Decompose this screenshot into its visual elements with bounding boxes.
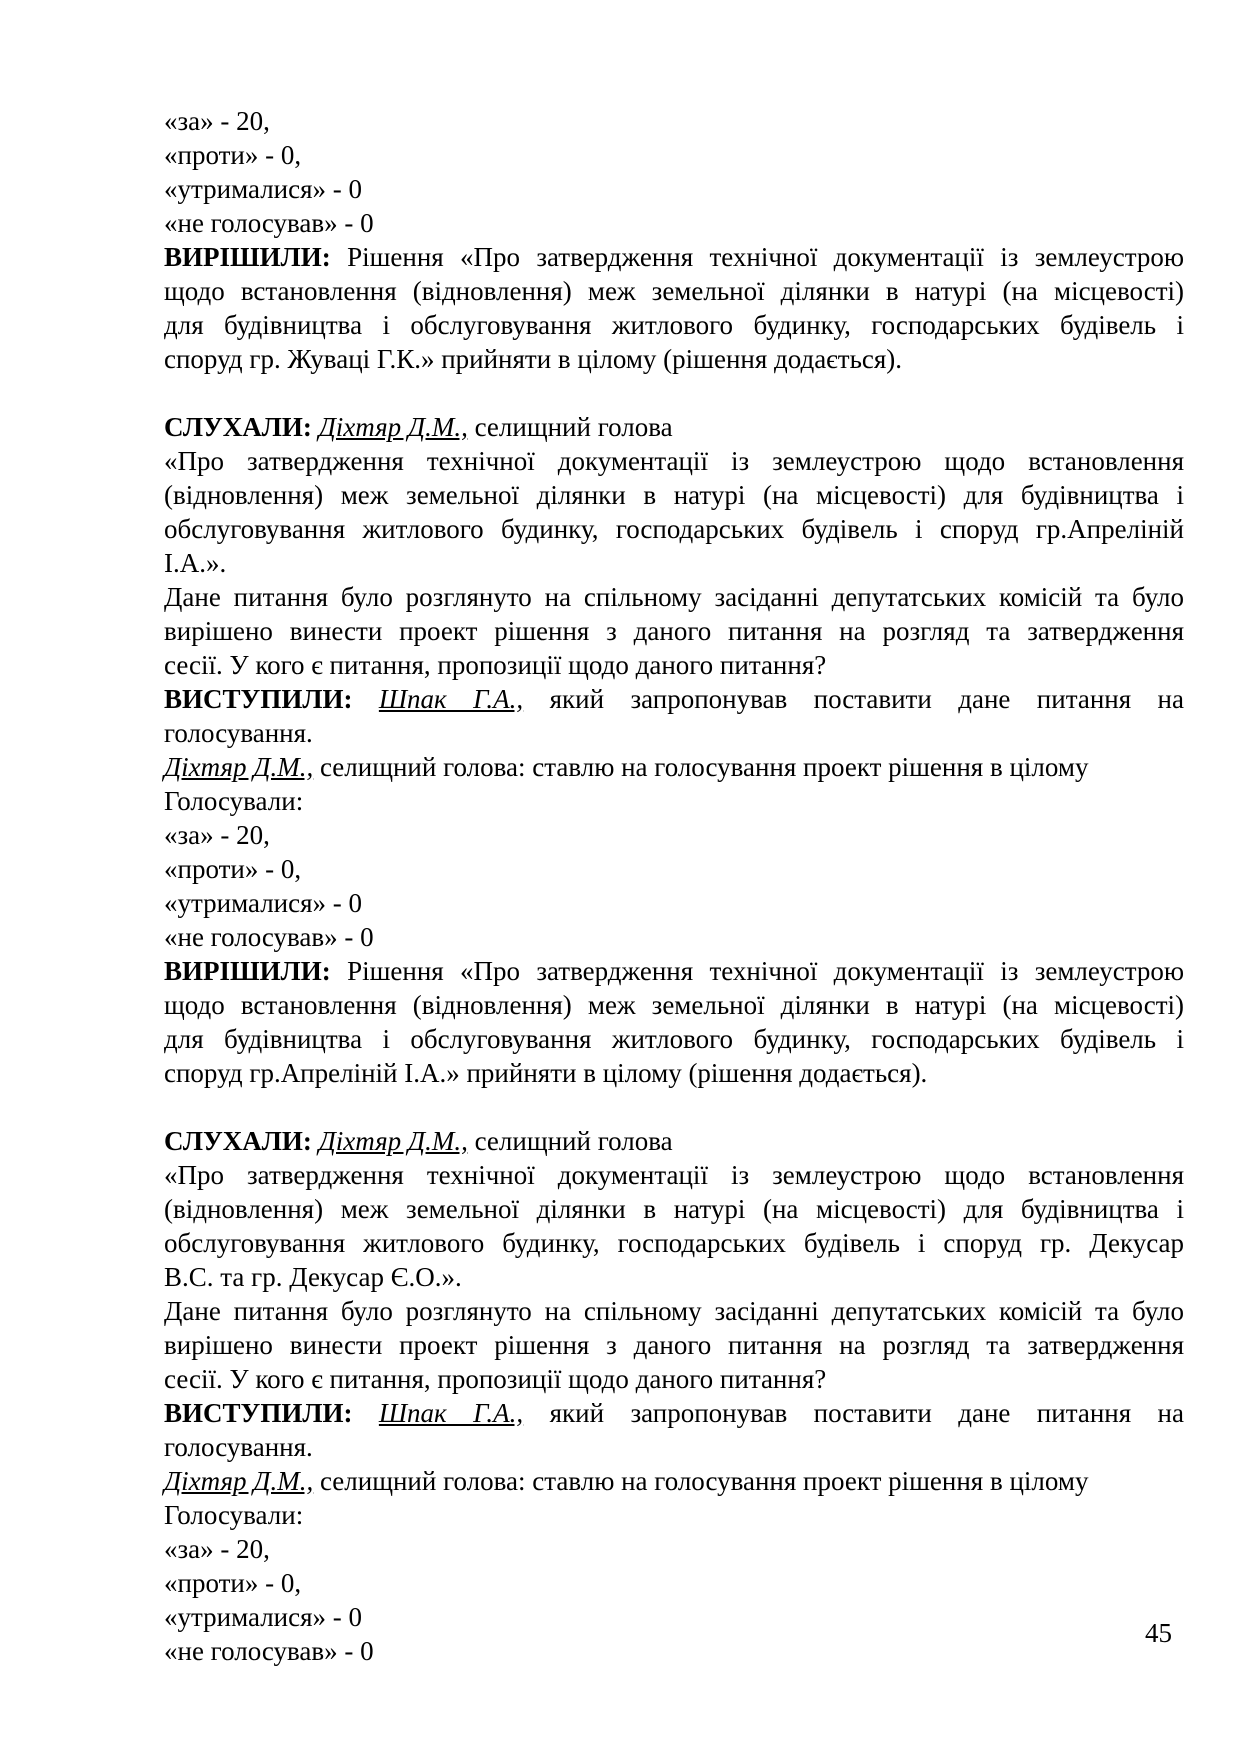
speaker-name: Діхтяр Д.М., xyxy=(318,1126,468,1156)
decision-line: споруд гр. Жуваці Г.К.» прийняти в цілому (рішення додається). xyxy=(164,344,903,374)
topic-line: (відновлення) меж земельної ділянки в натурі (на місцевості) для будівництва і xyxy=(164,1194,1184,1224)
spoke-line: ВИСТУПИЛИ: Шпак Г.А., який запропонував поставити дане питання на xyxy=(164,684,1184,714)
discussion-line: сесії. У кого є питання, пропозиції щодо даного питання? xyxy=(164,650,827,680)
paragraph-gap xyxy=(164,1090,1184,1124)
topic-line: «Про затвердження технічної документації із землеустрою щодо встановлення xyxy=(164,446,1184,476)
voted-label: Голосували: xyxy=(164,786,304,816)
document-body xyxy=(164,104,1184,1668)
topic-line: обслуговування житлового будинку, господарських будівель і споруд гр.Апреліній xyxy=(164,514,1184,544)
spoke-label: ВИСТУПИЛИ: xyxy=(164,1398,353,1428)
decided-label: ВИРІШИЛИ: xyxy=(164,956,331,986)
chair-line: Діхтяр Д.М., селищний голова: ставлю на голосування проект рішення в цілому xyxy=(164,752,1089,782)
vote-for: «за» - 20, xyxy=(164,106,270,136)
heard-label: СЛУХАЛИ: xyxy=(164,1126,312,1156)
heard-line xyxy=(164,410,1184,444)
decision-line: для будівництва і обслуговування житлового будинку, господарських будівель і xyxy=(164,1024,1184,1054)
topic-line: «Про затвердження технічної документації із землеустрою щодо встановлення xyxy=(164,1160,1184,1190)
decision-line: для будівництва і обслуговування житлового будинку, господарських будівель і xyxy=(164,310,1184,340)
topic-line: (відновлення) меж земельної ділянки в натурі (на місцевості) для будівництва і xyxy=(164,480,1184,510)
topic-line: В.С. та гр. Декусар Є.О.». xyxy=(164,1262,462,1292)
speaker-role: селищний голова xyxy=(467,1126,673,1156)
speaker-name: Діхтяр Д.М., xyxy=(318,412,468,442)
topic-line: І.А.». xyxy=(164,548,227,578)
discussion-line: вирішено винести проект рішення з даного питання на розгляд та затвердження xyxy=(164,616,1184,646)
topic-line: обслуговування житлового будинку, господарських будівель і споруд гр. Декусар xyxy=(164,1228,1184,1258)
voted-label: Голосували: xyxy=(164,1500,304,1530)
chair-name: Діхтяр Д.М., xyxy=(164,1466,314,1496)
decision-line: ВИРІШИЛИ: Рішення «Про затвердження технічної документації із землеустрою xyxy=(164,956,1184,986)
paragraph-gap xyxy=(164,376,1184,410)
speaker-name: Шпак Г.А., xyxy=(378,684,524,714)
spoke-label: ВИСТУПИЛИ: xyxy=(164,684,353,714)
vote-not-voted: «не голосував» - 0 xyxy=(164,1636,374,1666)
vote-abstained: «утрималися» - 0 xyxy=(164,174,363,204)
decision-line: споруд гр.Апреліній І.А.» прийняти в цілому (рішення додається). xyxy=(164,1058,928,1088)
heard-label: СЛУХАЛИ: xyxy=(164,412,312,442)
decision-line: ВИРІШИЛИ: Рішення «Про затвердження технічної документації із землеустрою xyxy=(164,242,1184,272)
discussion-line: сесії. У кого є питання, пропозиції щодо даного питання? xyxy=(164,1364,827,1394)
vote-against: «проти» - 0, xyxy=(164,1568,302,1598)
chair-name: Діхтяр Д.М., xyxy=(164,752,314,782)
vote-for: «за» - 20, xyxy=(164,820,270,850)
page-number: 45 xyxy=(1145,1618,1172,1648)
vote-not-voted: «не голосував» - 0 xyxy=(164,208,374,238)
heard-line xyxy=(164,1124,1184,1158)
speaker-name: Шпак Г.А., xyxy=(378,1398,524,1428)
vote-abstained: «утрималися» - 0 xyxy=(164,888,363,918)
spoke-line: ВИСТУПИЛИ: Шпак Г.А., який запропонував поставити дане питання на xyxy=(164,1398,1184,1428)
decided-label: ВИРІШИЛИ: xyxy=(164,242,331,272)
vote-for: «за» - 20, xyxy=(164,1534,270,1564)
speaker-role: селищний голова xyxy=(467,412,673,442)
spoke-line-cont: голосування. xyxy=(164,718,313,748)
vote-not-voted: «не голосував» - 0 xyxy=(164,922,374,952)
discussion-line: вирішено винести проект рішення з даного питання на розгляд та затвердження xyxy=(164,1330,1184,1360)
vote-abstained: «утрималися» - 0 xyxy=(164,1602,363,1632)
discussion-line: Дане питання було розглянуто на спільному засіданні депутатських комісій та було xyxy=(164,582,1184,612)
vote-against: «проти» - 0, xyxy=(164,140,302,170)
chair-line: Діхтяр Д.М., селищний голова: ставлю на голосування проект рішення в цілому xyxy=(164,1466,1089,1496)
vote-against: «проти» - 0, xyxy=(164,854,302,884)
discussion-line: Дане питання було розглянуто на спільному засіданні депутатських комісій та було xyxy=(164,1296,1184,1326)
decision-line: щодо встановлення (відновлення) меж земельної ділянки в натурі (на місцевості) xyxy=(164,990,1184,1020)
decision-line: щодо встановлення (відновлення) меж земельної ділянки в натурі (на місцевості) xyxy=(164,276,1184,306)
spoke-line-cont: голосування. xyxy=(164,1432,313,1462)
